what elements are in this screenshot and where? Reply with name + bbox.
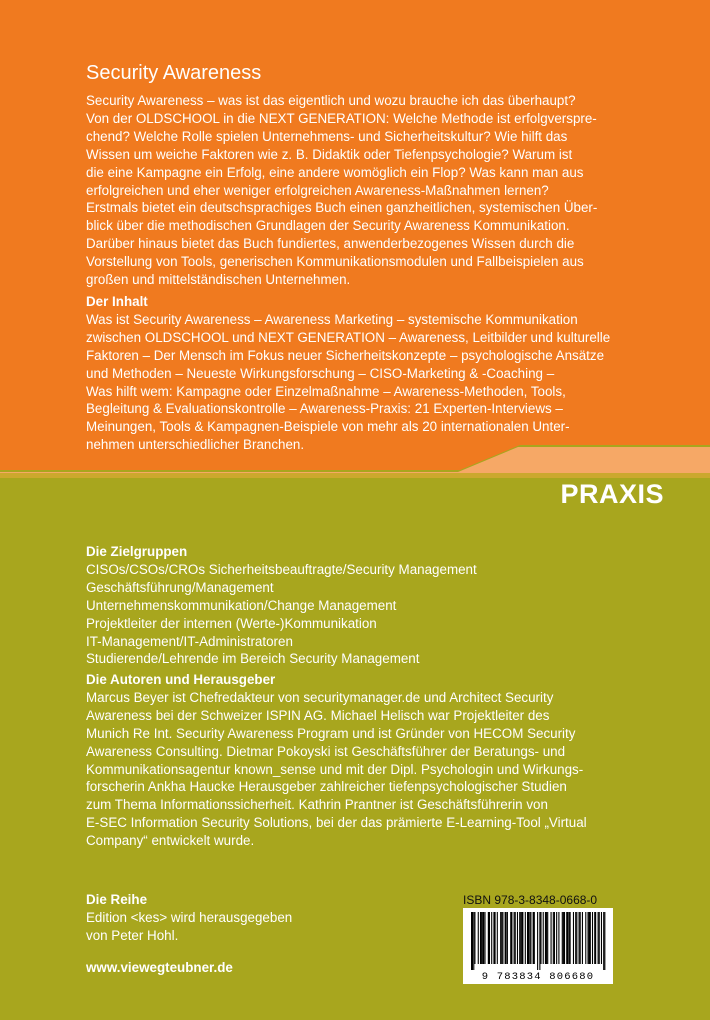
reihe-line: Edition <kes> wird herausgegeben: [86, 909, 293, 925]
zielgruppen-heading: Die Zielgruppen: [86, 544, 188, 559]
zielgruppen-section: [86, 543, 646, 668]
intro-line: Security Awareness – was ist das eigentlich und wozu brauche ich das überhaupt?: [86, 93, 576, 108]
reihe-line: von Peter Hohl.: [86, 927, 179, 943]
barcode-digits: 9 783834 806680: [481, 971, 595, 983]
autoren-line: forscherin Ankha Haucke Herausgeber zahlreicher tiefenpsychologischer Studien: [86, 779, 567, 795]
inhalt-heading: Der Inhalt: [86, 294, 148, 309]
autoren-line: Company“ entwickelt wurde.: [86, 833, 255, 849]
reihe-section: [86, 891, 386, 945]
intro-line: Vorstellung von Tools, generischen Kommunikationsmodulen und Fallbeispielen aus: [86, 254, 584, 270]
inhalt-line: nehmen unterschiedlicher Branchen.: [86, 437, 305, 453]
inhalt-line: Was hilft wem: Kampagne oder Einzelmaßnahme – Awareness-Methoden, Tools,: [86, 383, 566, 399]
inhalt-line: Meinungen, Tools & Kampagnen-Beispiele von mehr als 20 internationalen Unter-: [86, 419, 570, 435]
zielgruppen-line: Unternehmenskommunikation/Change Management: [86, 597, 397, 613]
barcode-bars-icon: [463, 908, 613, 972]
zielgruppen-line: CISOs/CSOs/CROs Sicherheitsbeauftragte/Security Management: [86, 561, 477, 577]
intro-line: Darüber hinaus bietet das Buch fundiertes, anwenderbezogenes Wissen durch die: [86, 236, 575, 252]
intro-line: blick über die methodischen Grundlagen der Security Awareness Kommunikation.: [86, 218, 570, 234]
page-title: Security Awareness: [86, 62, 262, 84]
intro-line: die eine Kampagne ein Erfolg, eine andere womöglich ein Flop? Was kann man aus: [86, 164, 584, 180]
autoren-line: Munich Re Int. Security Awareness Program und ist Gründer von HECOM Security: [86, 725, 576, 741]
inhalt-line: Begleitung & Evaluationskontrolle – Awareness-Praxis: 21 Experten-Interviews –: [86, 401, 563, 417]
reihe-heading: Die Reihe: [86, 892, 148, 907]
autoren-heading: Die Autoren und Herausgeber: [86, 672, 276, 687]
autoren-line: zum Thema Informationssicherheit. Kathrin Prantner ist Geschäftsführerin von: [86, 797, 548, 813]
intro-line: Von der OLDSCHOOL in die NEXT GENERATION: Welche Methode ist erfolgverspre-: [86, 110, 597, 126]
autoren-line: Kommunikationsagentur known_sense und mit der Dipl. Psychologin und Wirkungs-: [86, 761, 584, 777]
isbn-block: [463, 893, 623, 907]
barcode: [463, 908, 613, 984]
autoren-line: E-SEC Information Security Solutions, bei der das prämierte E-Learning-Tool „Virtual: [86, 815, 587, 831]
praxis-label: PRAXIS: [560, 479, 664, 509]
autoren-line: Awareness bei der Schweizer ISPIN AG. Michael Helisch war Projektleiter des: [86, 707, 550, 723]
inhalt-line: Was ist Security Awareness – Awareness Marketing – systemische Kommunikation: [86, 311, 578, 327]
inhalt-section: [86, 293, 646, 454]
intro-text: [86, 92, 646, 289]
inhalt-line: zwischen OLDSCHOOL und NEXT GENERATION – Awareness, Leitbilder und kulturelle: [86, 329, 611, 345]
autoren-line: Marcus Beyer ist Chefredakteur von securitymanager.de und Architect Security: [86, 689, 554, 705]
intro-line: Wissen um weiche Faktoren wie z. B. Didaktik oder Tiefenpsychologie? Warum ist: [86, 146, 573, 162]
intro-line: großen und mittelständischen Unternehmen.: [86, 272, 351, 288]
zielgruppen-line: IT-Management/IT-Administratoren: [86, 633, 293, 649]
intro-line: Erstmals bietet ein deutschsprachiges Buch einen ganzheitlichen, systemischen Über-: [86, 200, 598, 216]
zielgruppen-line: Geschäftsführung/Management: [86, 579, 274, 595]
autoren-line: Awareness Consulting. Dietmar Pokoyski ist Geschäftsführer der Beratungs- und: [86, 743, 566, 759]
intro-line: erfolgreichen und eher weniger erfolgreichen Awareness-Maßnahmen lernen?: [86, 182, 549, 198]
inhalt-line: und Methoden – Neueste Wirkungsforschung – CISO-Marketing & -Coaching –: [86, 365, 555, 381]
zielgruppen-line: Studierende/Lehrende im Bereich Security Management: [86, 651, 420, 667]
inhalt-line: Faktoren – Der Mensch im Fokus neuer Sicherheitskonzepte – psychologische Ansätze: [86, 347, 605, 363]
intro-line: chend? Welche Rolle spielen Unternehmens- und Sicherheitskultur? Wie hilft das: [86, 128, 568, 144]
isbn-number: ISBN 978-3-8348-0668-0: [463, 893, 598, 907]
website-link[interactable]: www.viewegteubner.de: [86, 960, 233, 975]
zielgruppen-line: Projektleiter der internen (Werte-)Kommunikation: [86, 615, 377, 631]
autoren-section: [86, 671, 646, 850]
